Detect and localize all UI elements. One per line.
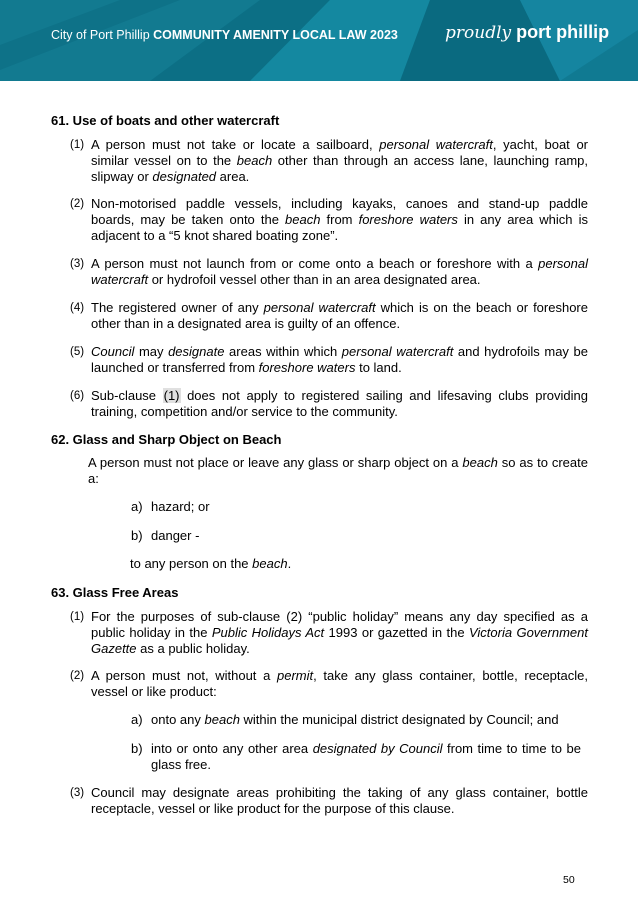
clause-number: (4) <box>70 302 85 314</box>
header-banner <box>0 0 638 81</box>
clause-number: (5) <box>70 346 85 358</box>
clause-number: (6) <box>70 390 85 402</box>
logo-brand-text: port phillip <box>516 22 610 42</box>
clause-number: (3) <box>70 258 85 270</box>
clause-63-3: Council may designate areas prohibiting the taking of any glass container, bottle receptacle, vessel or like product for the purpose of this clause. <box>91 785 588 816</box>
list-label: b) <box>131 528 143 543</box>
clause-number: (2) <box>70 198 85 210</box>
clause-61-1: A person must not take or locate a sailboard, personal watercraft, yacht, boat or similar vessel on to the beach other than through an access lane, launching ramp, slipway or designated area. <box>91 137 588 184</box>
clause-number: (1) <box>70 611 85 623</box>
page-number: 50 <box>563 874 575 886</box>
list-label: a) <box>131 499 143 514</box>
clause-number: (2) <box>70 670 85 682</box>
title-prefix: City of Port Phillip <box>51 28 150 42</box>
list-label: b) <box>131 741 143 756</box>
clause-62-a: hazard; or <box>151 499 210 514</box>
title-bold: COMMUNITY AMENITY LOCAL LAW 2023 <box>153 28 398 42</box>
document-title <box>51 28 398 42</box>
clause-62-b: danger - <box>151 528 200 543</box>
list-label: a) <box>131 712 143 727</box>
council-logo <box>445 22 609 48</box>
clause-63-2: A person must not, without a permit, take any glass container, bottle, receptacle, vessel or like product: <box>91 668 588 699</box>
clause-63-2-b: into or onto any other area designated by Council from time to time to be glass free. <box>151 741 581 772</box>
section-61-heading: 61. Use of boats and other watercraft <box>51 113 280 128</box>
clause-61-6: Sub-clause (1) does not apply to registered sailing and lifesaving clubs providing training, competition and/or service to the community. <box>91 388 588 419</box>
clause-number: (3) <box>70 787 85 799</box>
clause-61-4: The registered owner of any personal watercraft which is on the beach or foreshore other than in a designated area is guilty of an offence. <box>91 300 588 331</box>
clause-63-1: For the purposes of sub-clause (2) “public holiday” means any day specified as a public holiday in the Public Holidays Act 1993 or gazetted in the Victoria Government Gazette as a public holiday. <box>91 609 588 656</box>
clause-63-2-a: onto any beach within the municipal district designated by Council; and <box>151 712 559 727</box>
logo-script-text: proudly <box>445 23 512 43</box>
section-62-heading: 62. Glass and Sharp Object on Beach <box>51 432 282 447</box>
clause-61-2: Non-motorised paddle vessels, including kayaks, canoes and stand-up paddle boards, may be taken onto the beach from foreshore waters in any area which is adjacent to a “5 knot shared boating zone”. <box>91 196 588 243</box>
clause-62-intro: A person must not place or leave any glass or sharp object on a beach so as to create a: <box>88 455 588 486</box>
clause-61-5: Council may designate areas within which personal watercraft and hydrofoils may be launched or transferred from foreshore waters to land. <box>91 344 588 375</box>
clause-number: (1) <box>70 139 85 151</box>
section-63-heading: 63. Glass Free Areas <box>51 585 179 600</box>
clause-61-3: A person must not launch from or come onto a beach or foreshore with a personal watercraft or hydrofoil vessel other than in an area designated area. <box>91 256 588 287</box>
clause-62-tail: to any person on the beach. <box>130 556 292 571</box>
